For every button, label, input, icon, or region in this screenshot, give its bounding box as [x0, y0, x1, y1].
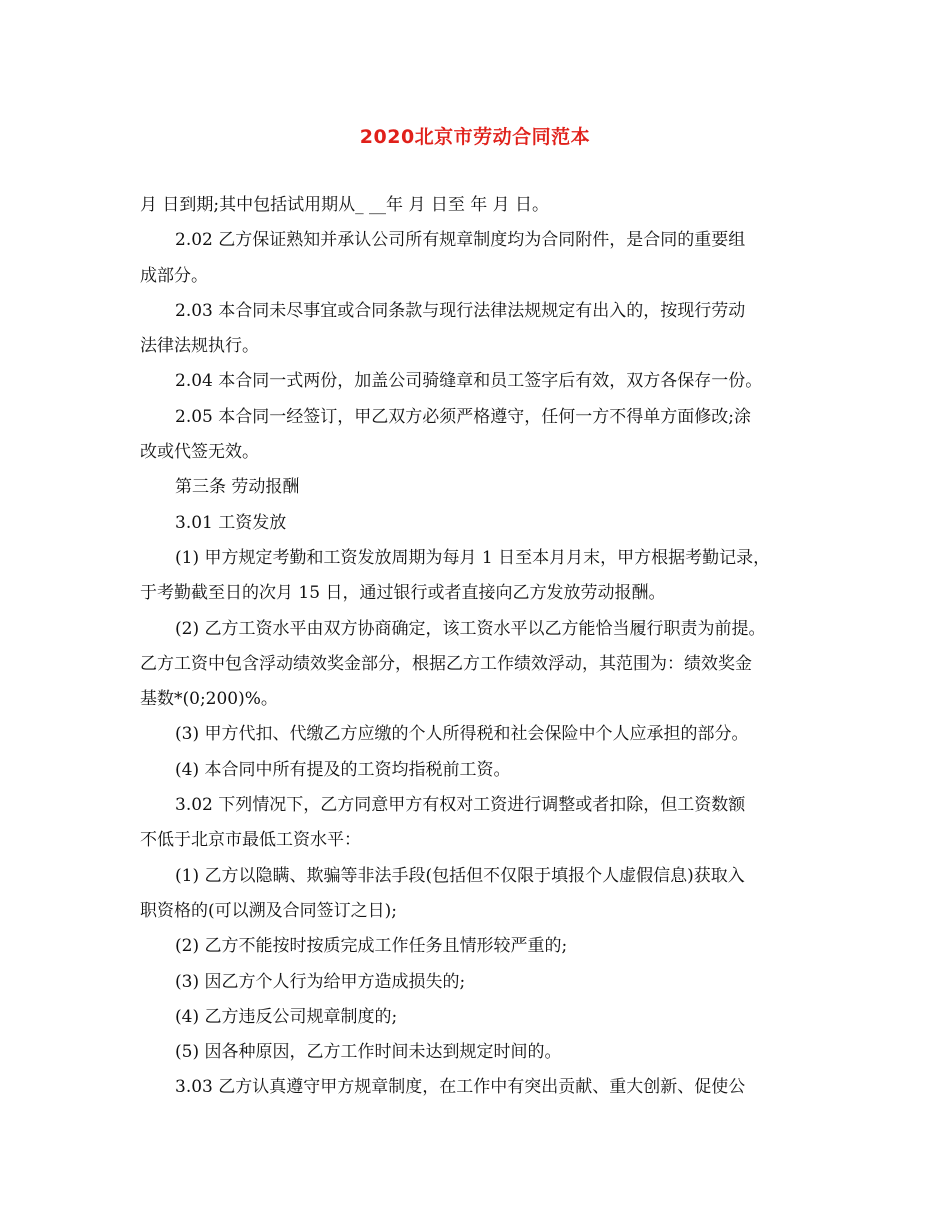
document-body [140, 188, 830, 1106]
body-line: (3) 甲方代扣、代缴乙方应缴的个人所得税和社会保险中个人应承担的部分。 [175, 724, 749, 745]
body-line: 3.01 工资发放 [175, 512, 287, 533]
body-line: 于考勤截至日的次月 15 日，通过银行或者直接向乙方发放劳动报酬。 [140, 583, 666, 604]
body-line: 2.03 本合同未尽事宜或合同条款与现行法律法规规定有出入的，按现行劳动 [175, 300, 746, 321]
body-line: 2.04 本合同一式两份，加盖公司骑缝章和员工签字后有效，双方各保存一份。 [175, 371, 763, 392]
body-line: (3) 因乙方个人行为给甲方造成损失的; [175, 971, 466, 992]
body-line: (4) 本合同中所有提及的工资均指税前工资。 [175, 759, 511, 780]
body-line: 不低于北京市最低工资水平： [140, 830, 361, 851]
body-line: 3.02 下列情况下，乙方同意甲方有权对工资进行调整或者扣除，但工资数额 [175, 795, 746, 816]
body-line: 职资格的(可以溯及合同签订之日); [140, 900, 397, 921]
body-line: (1) 甲方规定考勤和工资发放周期为每月 1 日至本月月末，甲方根据考勤记录， [175, 547, 771, 568]
body-line: (2) 乙方工资水平由双方协商确定，该工资水平以乙方能恰当履行职责为前提。 [175, 618, 766, 639]
body-line: (4) 乙方违反公司规章制度的; [175, 1006, 398, 1027]
body-line: 2.05 本合同一经签订，甲乙双方必须严格遵守，任何一方不得单方面修改;涂 [175, 406, 751, 427]
body-line: 3.03 乙方认真遵守甲方规章制度，在工作中有突出贡献、重大创新、促使公 [175, 1077, 746, 1098]
body-line: 改或代签无效。 [140, 442, 259, 463]
body-line: 法律法规执行。 [140, 336, 259, 357]
body-line: (1) 乙方以隐瞒、欺骗等非法手段(包括但不仅限于填报个人虚假信息)获取入 [175, 865, 745, 886]
body-line: 乙方工资中包含浮动绩效奖金部分，根据乙方工作绩效浮动，其范围为：绩效奖金 [140, 653, 752, 674]
body-line: 2.02 乙方保证熟知并承认公司所有规章制度均为合同附件，是合同的重要组 [175, 230, 746, 251]
body-line: 月 日到期;其中包括试用期从_ __年 月 日至 年 月 日。 [140, 195, 550, 215]
body-line: (2) 乙方不能按时按质完成工作任务且情形较严重的; [175, 936, 568, 957]
body-line: 成部分。 [140, 265, 208, 286]
body-line: 第三条 劳动报酬 [175, 477, 300, 498]
body-line: (5) 因各种原因，乙方工作时间未达到规定时间的。 [175, 1042, 562, 1063]
body-line: 基数*(0;200)%。 [140, 689, 278, 710]
document-title: 2020北京市劳动合同范本 [359, 126, 591, 148]
